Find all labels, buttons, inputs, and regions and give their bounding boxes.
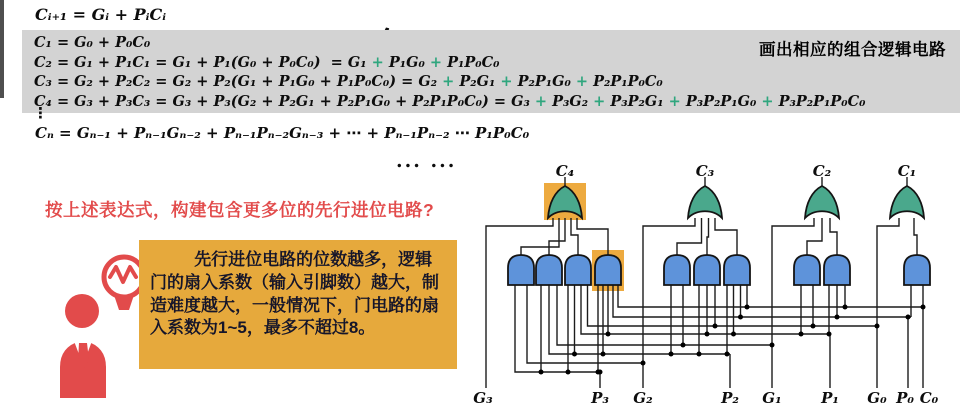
and-gate-p1g0 — [794, 255, 820, 285]
or-gates — [548, 186, 924, 218]
label-c1: C₁ — [897, 162, 917, 180]
and-gate-p3p2p1g0 — [565, 255, 591, 285]
carry-recurrence-formula: Cᵢ₊₁ = Gᵢ + PᵢCᵢ — [35, 5, 167, 24]
label-g3: G₃ — [473, 389, 493, 407]
formula-cn: Cₙ = Gₙ₋₁ + Pₙ₋₁Gₙ₋₂ + Pₙ₋₁Pₙ₋₂Gₙ₋₃ + ⋯ + Pₙ₋₁Pₙ₋₂ ⋯ P₁P₀C₀ — [35, 124, 530, 142]
lightbulb-icon — [104, 257, 144, 310]
formula-c1: C₁ = G₀ + P₀C₀ — [34, 34, 151, 51]
label-p3: P₃ — [591, 389, 609, 407]
and-gate-p2g1 — [664, 255, 690, 285]
and-gate-p3g2 — [508, 255, 534, 285]
label-c4: C₄ — [555, 162, 575, 180]
formula-panel — [22, 30, 960, 113]
label-g0: G₀ — [867, 389, 887, 407]
panel-title: 画出相应的组合逻辑电路 — [759, 41, 946, 59]
formula-c4: C₄ = G₃ + P₃C₃ = G₃ + P₃(G₂ + P₂G₁ + P₂P₁G₀ + P₂P₁P₀C₀) = G₃ + P₃G₂ + P₃P₂G₁ + P₃P₂P₁G₀ + P₃P₂P₁P₀C₀ — [34, 92, 866, 110]
label-p0: P₀ — [896, 389, 914, 407]
formula-c3: C₃ = G₂ + P₂C₂ = G₂ + P₂(G₁ + P₁G₀ + P₁P₀C₀) = G₂ + P₂G₁ + P₂P₁G₀ + P₂P₁P₀C₀ — [34, 73, 663, 90]
and-gates — [508, 255, 930, 285]
or-gate-c3 — [688, 186, 722, 218]
junction-dots — [539, 305, 926, 375]
question-text: 按上述表达式，构建包含更多位的先行进位电路? — [45, 200, 435, 220]
label-c0: C₀ — [919, 389, 939, 407]
wire-g0-to-c1 — [877, 218, 899, 388]
and-gate-p1p0c0 — [824, 255, 850, 285]
or-gate-c2 — [805, 186, 839, 218]
formula-c2: C₂ = G₁ + P₁C₁ = G₁ + P₁(G₀ + P₀C₀) = G₁ + P₁G₀ + P₁P₀C₀ — [34, 53, 500, 71]
label-c2: C₂ — [812, 162, 832, 180]
slide-edge-artifact — [0, 0, 4, 98]
or-gate-c1 — [890, 186, 924, 218]
and-gate-p3p2p1p0c0 — [595, 255, 621, 285]
label-g2: G₂ — [633, 389, 653, 407]
and-gate-p2p1g0 — [694, 255, 720, 285]
and-gate-p3p2g1 — [536, 255, 562, 285]
label-c3: C₃ — [695, 162, 715, 180]
and-gate-p0c0 — [904, 255, 930, 285]
and-gate-p2p1p0c0 — [724, 255, 750, 285]
label-p1: P₁ — [821, 389, 839, 407]
note-box — [139, 240, 457, 369]
carry-lookahead-circuit — [462, 150, 960, 408]
person-icon — [60, 294, 106, 398]
continuation-dots: ... ... — [396, 150, 457, 172]
label-p2: P₂ — [721, 389, 739, 407]
note-text: 先行进位电路的位数越多，逻辑门的扇入系数（输入引脚数）越大，制造难度越大，一般情况下，门电路的扇入系数为1~5，最多不超过8。 — [150, 250, 439, 338]
label-g1: G₁ — [762, 389, 782, 407]
vertical-ellipsis: ⋮ — [33, 104, 48, 122]
